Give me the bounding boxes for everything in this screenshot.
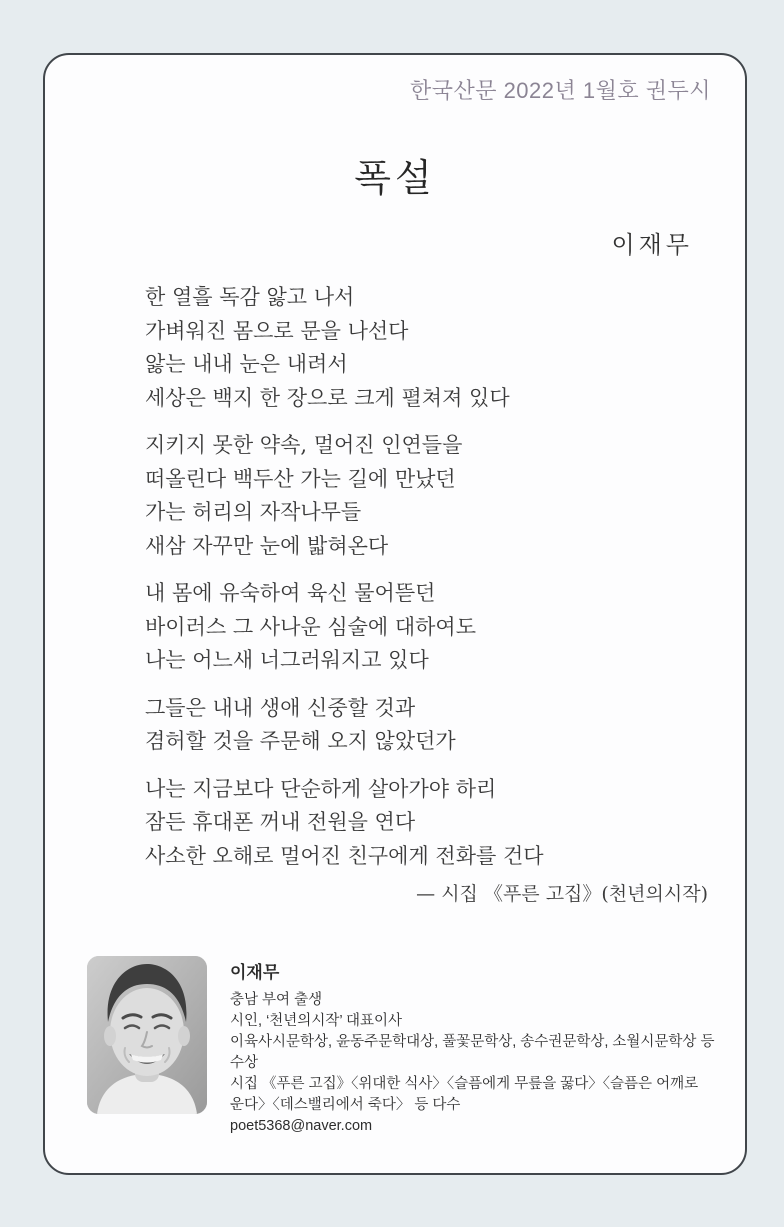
poem-text: [145, 281, 544, 873]
poem-stanza: [145, 281, 544, 415]
poet-photo: [87, 956, 207, 1114]
poem-attribution: — 시집 《푸른 고집》(천년의시작): [416, 883, 708, 905]
bio-line: 시집 《푸른 고집》〈위대한 식사〉〈슬픔에게 무릎을 꿇다〉〈슬픔은 어깨로: [230, 1076, 699, 1092]
poem-line: 새삼 자꾸만 눈에 밟혀온다: [145, 533, 389, 558]
bio-name: 이재무: [230, 963, 280, 982]
bio-lines: [230, 990, 714, 1137]
poem-line: 그들은 내내 생애 신중할 것과: [145, 695, 416, 720]
poem-stanza: [145, 692, 544, 759]
poem-line: 지키지 못한 약속, 멀어진 인연들을: [145, 433, 463, 457]
poem-line: 가벼워진 몸으로 문을 나선다: [145, 318, 409, 343]
poem-line: 겸허할 것을 주문해 오지 않았던가: [145, 729, 456, 753]
bio-line: poet5368@naver.com: [230, 1118, 373, 1134]
poem-title: 폭설: [354, 156, 436, 200]
bio-line: 충남 부여 출생: [230, 992, 323, 1008]
poem-stanza: [145, 577, 544, 678]
issue-header: 한국산문 2022년 1월호 권두시: [409, 78, 711, 103]
poem-line: 바이러스 그 사나운 심술에 대하여도: [145, 614, 476, 639]
poem-line: 떠올린다 백두산 가는 길에 만났던: [145, 466, 456, 491]
poem-line: 잠든 휴대폰 꺼내 전원을 연다: [145, 810, 416, 834]
poem-stanza: [145, 773, 544, 874]
poet-portrait-image: [87, 956, 207, 1114]
poem-line: 내 몸에 유숙하여 육신 물어뜯던: [145, 581, 436, 605]
poem-line: 앓는 내내 눈은 내려서: [145, 352, 348, 376]
bio-line: 수상: [230, 1055, 259, 1071]
bio-line: 운다〉〈데스밸리에서 죽다〉 등 다수: [230, 1097, 461, 1113]
bio-line: 이육사시문학상, 윤동주문학대상, 풀꽃문학상, 송수권문학상, 소월시문학상 등: [230, 1034, 715, 1050]
poem-line: 나는 지금보다 단순하게 살아가야 하리: [145, 776, 497, 801]
poem-line: 한 열흘 독감 앓고 나서: [145, 285, 355, 309]
poem-line: 사소한 오해로 멀어진 친구에게 전화를 건다: [145, 843, 544, 868]
poem-page-card: [43, 53, 747, 1175]
poem-line: 가는 허리의 자작나무들: [145, 500, 362, 524]
poem-stanza: [145, 429, 544, 563]
poem-author: 이재무: [611, 231, 693, 259]
bio-line: 시인, ‘천년의시작’ 대표이사: [230, 1013, 403, 1029]
poem-line: 세상은 백지 한 장으로 크게 펼쳐져 있다: [145, 385, 510, 410]
poem-line: 나는 어느새 너그러워지고 있다: [145, 648, 429, 672]
